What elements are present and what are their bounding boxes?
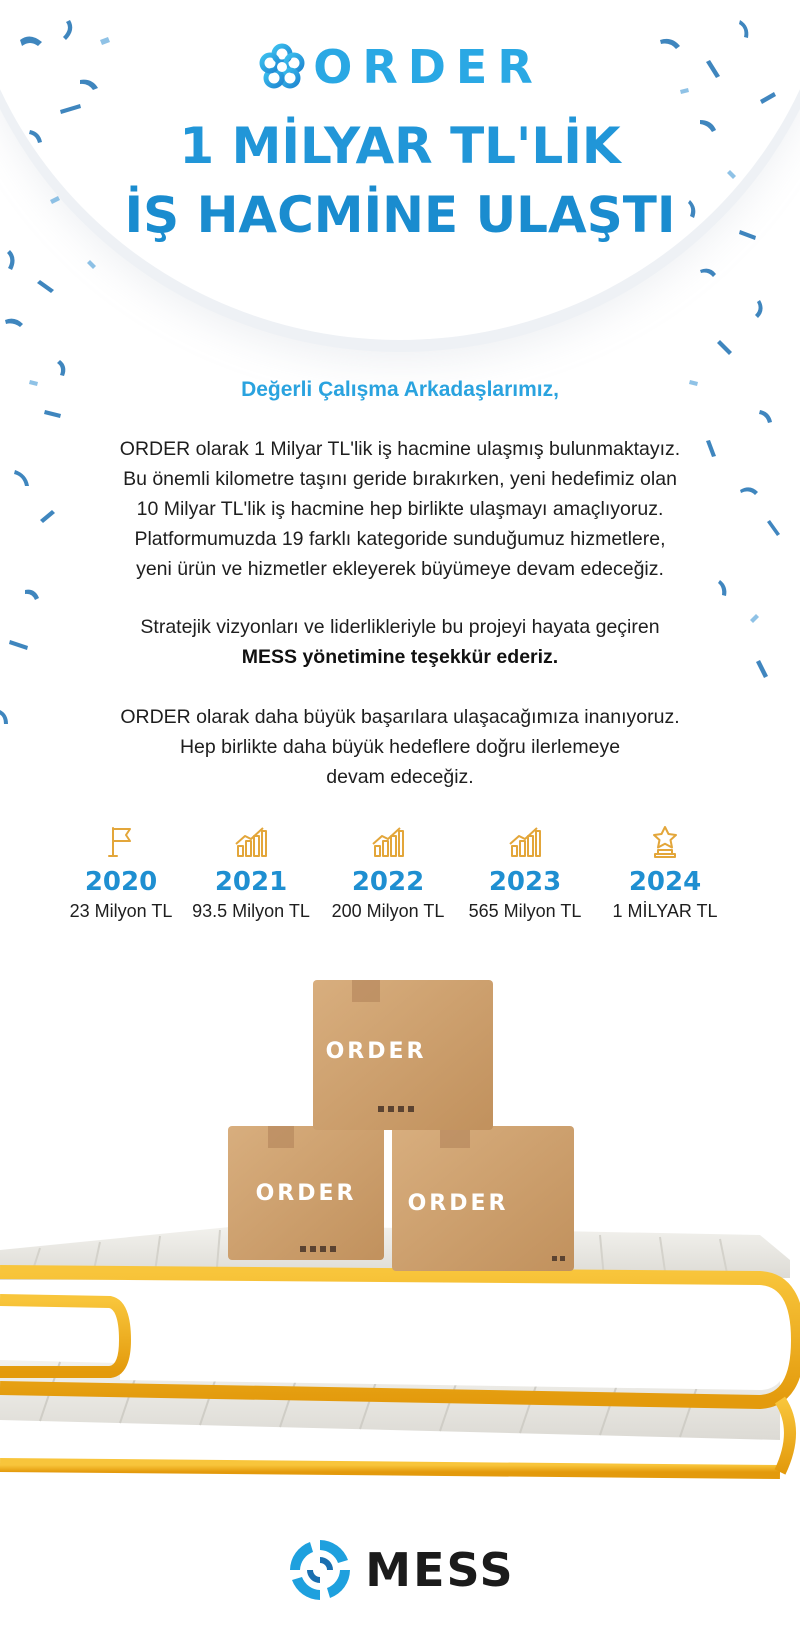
growth-timeline bbox=[0, 824, 800, 934]
paragraph-1-line: 10 Milyar TL'lik iş hacmine hep birlikte ulaşmayı amaçlıyoruz. bbox=[136, 498, 664, 520]
paragraph-3-line: Hep birlikte daha büyük hedeflere doğru ilerlemeye bbox=[179, 736, 621, 758]
greeting: Değerli Çalışma Arkadaşlarımız, bbox=[241, 378, 559, 401]
timeline-value: 23 Milyon TL bbox=[69, 901, 173, 921]
paragraph-2 bbox=[40, 612, 760, 672]
headline-line-2: İŞ HACMİNE ULAŞTI bbox=[124, 186, 676, 244]
box-icon bbox=[313, 980, 493, 1130]
timeline-value: 1 MİLYAR TL bbox=[612, 901, 718, 921]
conveyor-boxes-illustration bbox=[0, 960, 800, 1520]
mess-logo bbox=[0, 1535, 800, 1605]
headline-line-1: 1 MİLYAR TL'LİK bbox=[179, 117, 621, 175]
timeline-year: 2024 bbox=[628, 867, 702, 897]
timeline-value: 93.5 Milyon TL bbox=[192, 901, 310, 921]
box-icon bbox=[228, 1126, 384, 1260]
box-label: ORDER bbox=[325, 1039, 427, 1064]
headline bbox=[0, 116, 800, 250]
trophy-star-icon bbox=[647, 824, 683, 860]
mess-brand-name: MESS bbox=[365, 1543, 515, 1597]
timeline-year: 2022 bbox=[351, 867, 425, 897]
paragraph-1 bbox=[40, 434, 760, 584]
box-label: ORDER bbox=[407, 1191, 509, 1216]
order-logo bbox=[0, 40, 800, 94]
growth-chart-icon bbox=[370, 824, 406, 860]
paragraph-1-line: Bu önemli kilometre taşını geride bırakırken, yeni hedefimiz olan bbox=[123, 468, 677, 490]
timeline-value: 565 Milyon TL bbox=[468, 901, 582, 921]
paragraph-3-line: devam edeceğiz. bbox=[326, 766, 474, 788]
timeline-year: 2020 bbox=[84, 867, 158, 897]
timeline-year: 2023 bbox=[488, 867, 562, 897]
box-icon bbox=[392, 1126, 574, 1271]
flower-icon bbox=[257, 42, 307, 92]
swirl-icon bbox=[285, 1535, 355, 1605]
paragraph-2-bold-line: MESS yönetimine teşekkür ederiz. bbox=[241, 646, 559, 668]
paragraph-1-line: yeni ürün ve hizmetler ekleyerek büyümeye devam edeceğiz. bbox=[136, 558, 664, 580]
timeline-item-2023 bbox=[450, 824, 600, 922]
timeline-item-2021 bbox=[176, 824, 326, 922]
timeline-item-2022 bbox=[313, 824, 463, 922]
flag-icon bbox=[103, 824, 139, 860]
paragraph-3 bbox=[40, 702, 760, 792]
paragraph-2-line: Stratejik vizyonları ve liderlikleriyle bu projeyi hayata geçiren bbox=[140, 616, 660, 638]
paragraph-1-line: ORDER olarak 1 Milyar TL'lik iş hacmine ulaşmış bulunmaktayız. bbox=[119, 438, 681, 460]
growth-chart-icon bbox=[233, 824, 269, 860]
box-label: ORDER bbox=[255, 1181, 357, 1206]
growth-chart-icon bbox=[507, 824, 543, 860]
timeline-value: 200 Milyon TL bbox=[331, 901, 445, 921]
timeline-item-2024 bbox=[590, 824, 740, 922]
paragraph-1-line: Platformumuzda 19 farklı kategoride sunduğumuz hizmetlere, bbox=[134, 528, 666, 550]
timeline-year: 2021 bbox=[214, 867, 288, 897]
brand-name: ORDER bbox=[313, 40, 543, 94]
timeline-item-2020 bbox=[46, 824, 196, 922]
paragraph-3-line: ORDER olarak daha büyük başarılara ulaşacağımıza inanıyoruz. bbox=[120, 706, 680, 728]
